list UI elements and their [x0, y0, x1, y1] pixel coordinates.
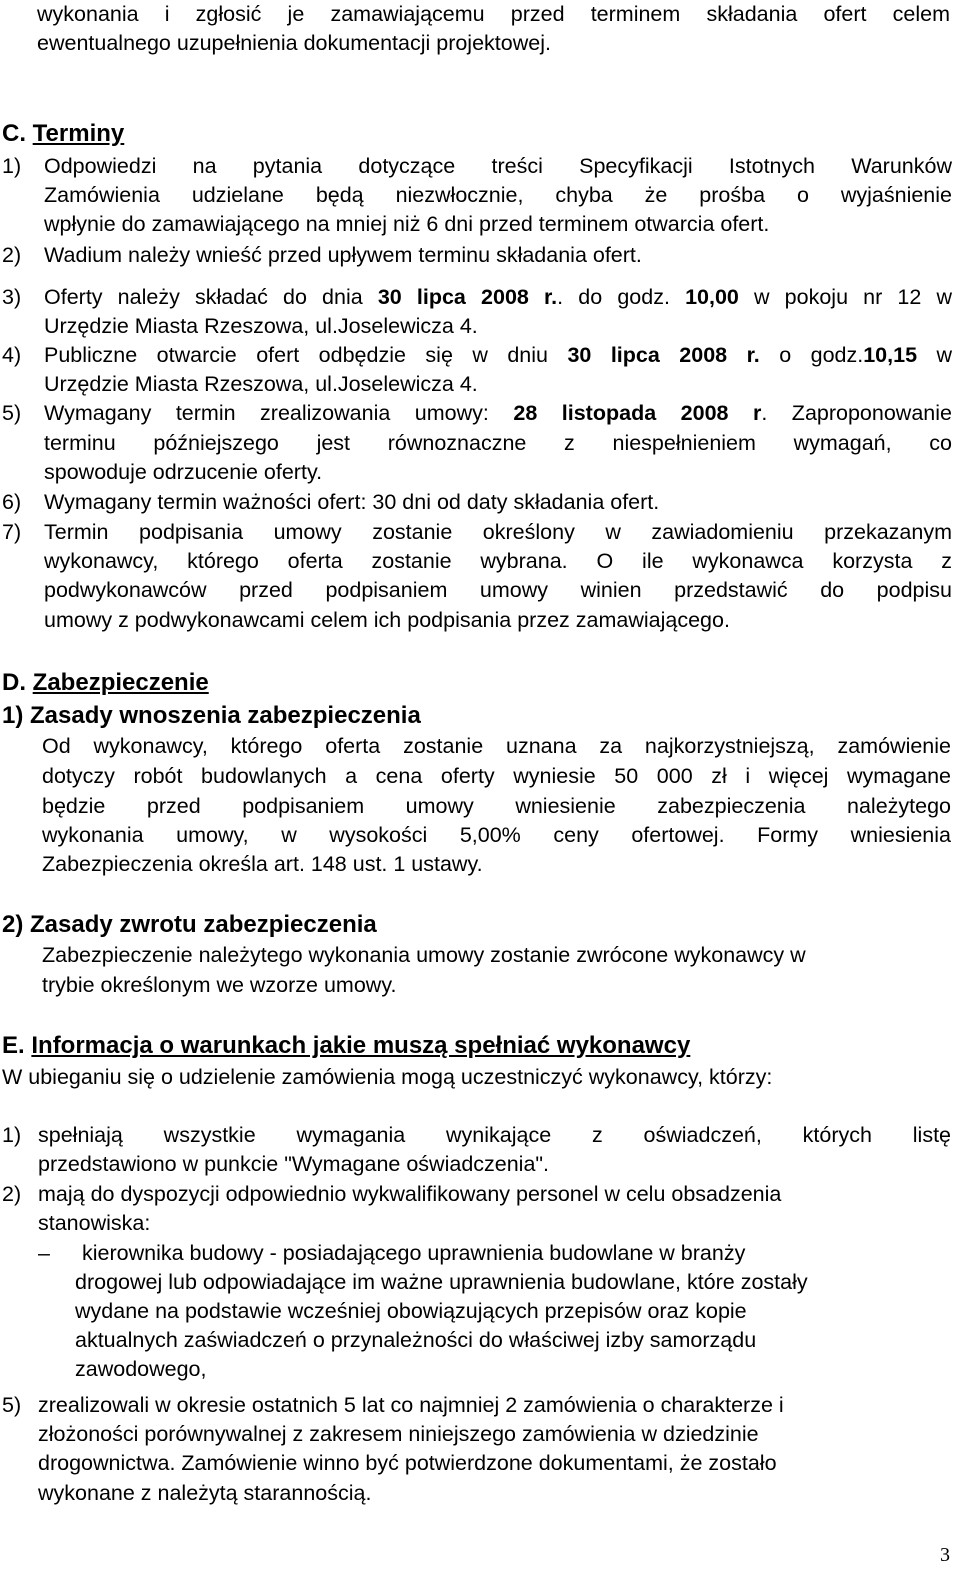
c3-time: 10,00 — [685, 285, 739, 309]
section-e-heading — [2, 1031, 690, 1061]
section-e-letter: E. — [2, 1032, 25, 1059]
c-item-5-line-2: terminu późniejszego jest równoznaczne z niespełnieniem wymagań, co — [44, 431, 952, 455]
section-c-heading — [2, 119, 124, 149]
c-item-4-number: 4) — [2, 343, 22, 367]
intro-line-1: wykonania i zgłosić je zamawiającemu przed terminem składania ofert celem — [37, 2, 950, 26]
e-bullet-line-3: wydane na podstawie wcześniej obowiązujących przepisów oraz kopie — [75, 1299, 747, 1323]
e-item-5-line-2: złożoności porównywalnej z zakresem niniejszego zamówienia w dziedzinie — [38, 1422, 759, 1446]
c-item-7-line-1: Termin podpisania umowy zostanie określony w zawiadomieniu przekazanym — [44, 520, 952, 544]
d-sub1-line-2: dotyczy robót budowlanych a cena oferty wyniesie 50 000 zł i więcej wymagane — [42, 764, 951, 788]
section-c-title: Terminy — [32, 120, 125, 147]
c-item-1-number: 1) — [2, 154, 22, 178]
e-item-5-line-3: drogownictwa. Zamówienie winno być potwierdzone dokumentami, że zostało — [38, 1451, 777, 1475]
c5-date: 28 listopada 2008 r — [513, 401, 762, 425]
d-sub2-line-1: Zabezpieczenie należytego wykonania umowy zostanie zwrócone wykonawcy w — [42, 943, 806, 967]
page-number: 3 — [940, 1544, 950, 1566]
e-item-1-number: 1) — [2, 1123, 22, 1147]
c4-time: 10,15 — [863, 343, 918, 367]
c4-date: 30 lipca 2008 r. — [567, 343, 760, 367]
d-sub1-line-4: wykonania umowy, w wysokości 5,00% ceny ofertowej. Formy wniesienia — [42, 823, 951, 847]
c-item-4-line-2: Urzędzie Miasta Rzeszowa, ul.Joselewicza 4. — [44, 372, 478, 396]
d-sub1-line-5: Zabezpieczenia określa art. 148 ust. 1 ustawy. — [42, 852, 483, 876]
c4-text-a: Publiczne otwarcie ofert odbędzie się w dniu — [44, 343, 568, 367]
e-bullet-line-5: zawodowego, — [75, 1357, 207, 1381]
intro-line-2: ewentualnego uzupełnienia dokumentacji projektowej. — [37, 31, 551, 55]
c-item-3-number: 3) — [2, 285, 22, 309]
e-item-2-number: 2) — [2, 1182, 22, 1206]
e-bullet-line-4: aktualnych zaświadczeń o przynależności do właściwej izby samorządu — [75, 1328, 757, 1352]
c-item-4-line-1 — [44, 341, 952, 371]
c-item-6-line-1: Wymagany termin ważności ofert: 30 dni od daty składania ofert. — [44, 490, 660, 514]
c-item-6-number: 6) — [2, 490, 22, 514]
section-d-sub1-title: 1) Zasady wnoszenia zabezpieczenia — [2, 702, 421, 729]
e-item-2-line-2: stanowiska: — [38, 1211, 151, 1235]
e-intro: W ubieganiu się o udzielenie zamówienia mogą uczestniczyć wykonawcy, którzy: — [2, 1065, 773, 1089]
c-item-5-number: 5) — [2, 401, 22, 425]
c4-text-e: w — [917, 343, 953, 367]
e-item-5-number: 5) — [2, 1393, 22, 1417]
c-item-1-line-2: Zamówienia udzielane będą niezwłocznie, chyba że prośba o wyjaśnienie — [44, 183, 952, 207]
e-item-5-line-4: wykonane z należytą starannością. — [38, 1481, 372, 1505]
section-d-heading — [2, 668, 209, 698]
d-sub1-line-3: będzie przed podpisaniem umowy wniesienie zabezpieczenia należytego — [42, 794, 951, 818]
section-d-sub2-title: 2) Zasady zwrotu zabezpieczenia — [2, 911, 377, 938]
c-item-7-line-4: umowy z podwykonawcami celem ich podpisania przez zamawiającego. — [44, 608, 730, 632]
e-item-5-line-1: zrealizowali w okresie ostatnich 5 lat co najmniej 2 zamówienia o charakterze i — [38, 1393, 784, 1417]
c-item-3-line-1 — [44, 283, 952, 313]
e-bullet-line-2: drogowej lub odpowiadające im ważne uprawnienia budowlane, które zostały — [75, 1270, 808, 1294]
c-item-1-line-3: wpłynie do zamawiającego na mniej niż 6 dni przed terminem otwarcia ofert. — [44, 212, 770, 236]
c-item-5-line-3: spowoduje odrzucenie oferty. — [44, 460, 323, 484]
c-item-2-number: 2) — [2, 243, 22, 267]
section-d-title: Zabezpieczenie — [32, 669, 209, 696]
c3-text-a: Oferty należy składać do dnia — [44, 285, 378, 309]
e-item-1-line-2: przedstawiono w punkcie "Wymagane oświadczenia". — [38, 1152, 550, 1176]
c5-text-a: Wymagany termin zrealizowania umowy: — [44, 401, 514, 425]
c-item-7-line-2: wykonawcy, którego oferta zostanie wybrana. O ile wykonawca korzysta z — [44, 549, 952, 573]
c5-text-c: . Zaproponowanie — [761, 401, 952, 425]
e-bullet-line-1: kierownika budowy - posiadającego uprawnienia budowlane w branży — [82, 1241, 746, 1265]
e-item-1-line-1: spełniają wszystkie wymagania wynikające z oświadczeń, których listę — [38, 1123, 951, 1147]
e-bullet-dash: – — [38, 1241, 50, 1265]
c-item-7-line-3: podwykonawców przed podpisaniem umowy winien przedstawić do podpisu — [44, 578, 952, 602]
c3-text-c: . do godz. — [557, 285, 686, 309]
e-item-2-line-1: mają do dyspozycji odpowiednio wykwalifikowany personel w celu obsadzenia — [38, 1182, 782, 1206]
c-item-1-line-1: Odpowiedzi na pytania dotyczące treści Specyfikacji Istotnych Warunków — [44, 154, 952, 178]
c-item-5-line-1 — [44, 399, 952, 429]
c4-text-c: o godz. — [759, 343, 864, 367]
d-sub1-line-1: Od wykonawcy, którego oferta zostanie uznana za najkorzystniejszą, zamówienie — [42, 734, 951, 758]
section-c-letter: C. — [2, 120, 26, 147]
section-d-letter: D. — [2, 669, 26, 696]
section-e-title: Informacja o warunkach jakie muszą spełniać wykonawcy — [31, 1032, 691, 1059]
d-sub2-line-2: trybie określonym we wzorze umowy. — [42, 973, 397, 997]
c-item-3-line-2: Urzędzie Miasta Rzeszowa, ul.Joselewicza 4. — [44, 314, 478, 338]
c-item-2-line-1: Wadium należy wnieść przed upływem terminu składania ofert. — [44, 243, 642, 267]
c-item-7-number: 7) — [2, 520, 22, 544]
c3-date: 30 lipca 2008 r. — [377, 285, 558, 309]
c3-text-e: w pokoju nr 12 w — [738, 285, 953, 309]
